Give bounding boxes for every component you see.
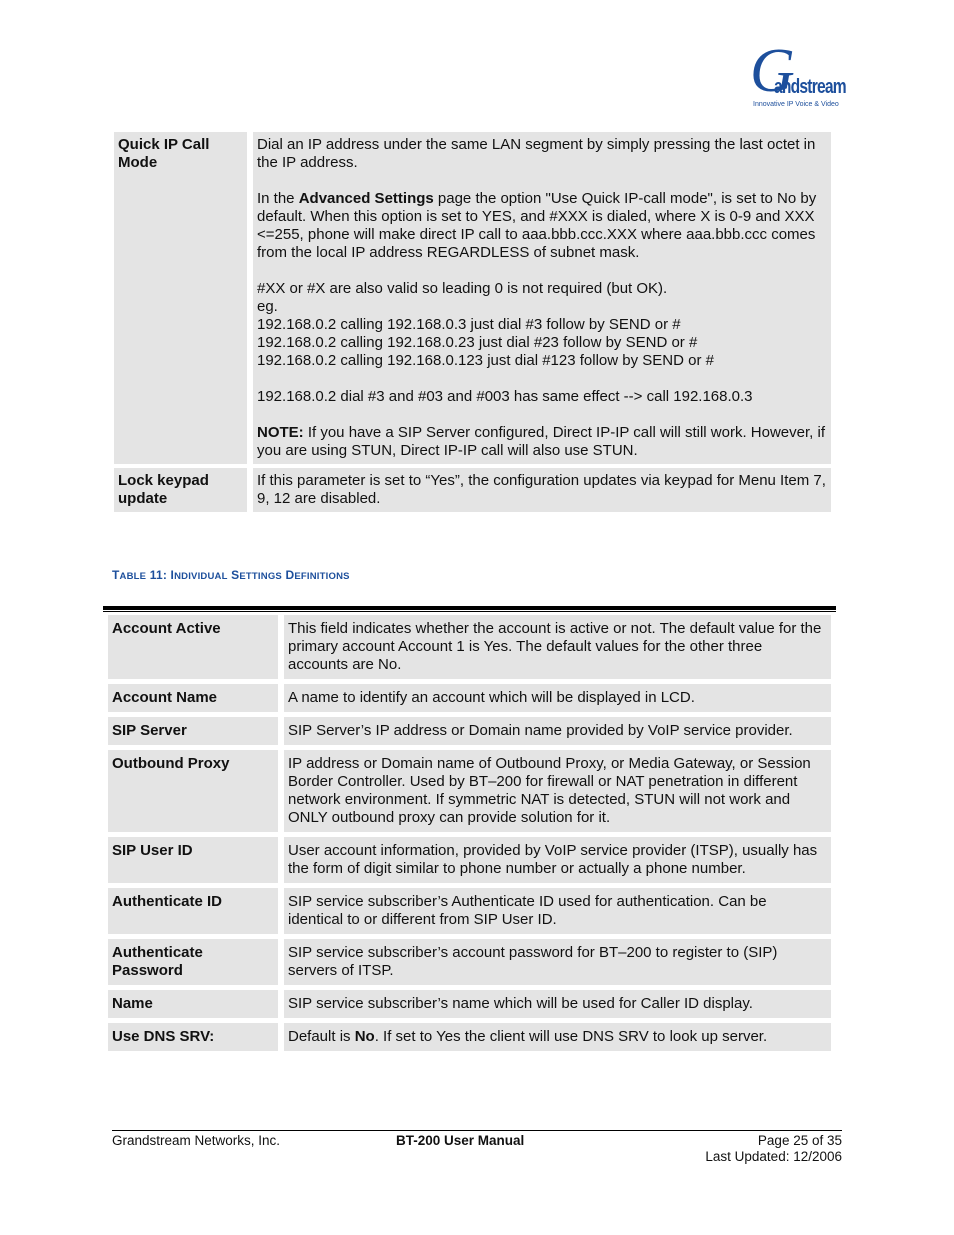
setting-label: Account Active [108,614,284,680]
setting-description: IP address or Domain name of Outbound Proxy, or Media Gateway, or Session Border Controller. Used by BT–200 for firewall or NAT penetration in different network environment. If symmetric NAT is detected, STUN will not work and ONLY outbound proxy can provide solution for it. [284,749,831,833]
desc-paragraph: 192.168.0.2 dial #3 and #03 and #003 has same effect --> call 192.168.0.3 [257,388,753,405]
setting-description: Default is No. If set to Yes the client will use DNS SRV to look up server. [284,1022,831,1052]
setting-description: SIP service subscriber’s account password for BT–200 to register to (SIP) servers of ITSP. [284,938,831,986]
setting-description: User account information, provided by VoIP service provider (ITSP), usually has the form of digit similar to phone number or actually a phone number. [284,836,831,884]
table-row [108,614,831,680]
setting-description: This field indicates whether the account is active or not. The default value for the primary account Account 1 is Yes. The default values for the other three accounts are No. [284,614,831,680]
note-paragraph: NOTE: If you have a SIP Server configured, Direct IP-IP call will still work. However, if you are using STUN, Direct IP-IP call will also use STUN. [257,424,825,459]
desc-paragraph: #XX or #X are also valid so leading 0 is not required (but OK). eg. 192.168.0.2 calling 192.168.0.3 just dial #3 follow by SEND or # 192.168.0.2 calling 192.168.0.23 just dial #23 follow by SEND or # 192.168.0.2 calling 192.168.0.123 just dial #123 follow by SEND or # [257,280,714,369]
table-row [108,749,831,833]
setting-label: Account Name [108,683,284,713]
table-row [108,887,831,935]
grandstream-logo [748,37,846,110]
table-row [114,132,831,464]
footer-company: Grandstream Networks, Inc. [112,1133,281,1148]
table-row [108,938,831,986]
setting-label: Quick IP Call Mode [114,132,253,464]
table-top-rule [103,606,836,610]
footer-manual-title: BT-200 User Manual [396,1133,525,1148]
footer-rule [112,1130,842,1131]
footer-page-number: Page 25 of 35 [757,1133,842,1148]
logo-letter: G [750,37,795,105]
table-top-rule-thin [103,611,836,612]
setting-label: Lock keypad update [114,468,253,512]
individual-settings-table [108,614,831,1052]
setting-label: SIP Server [108,716,284,746]
setting-label: SIP User ID [108,836,284,884]
table-caption: TABLE 11: INDIVIDUAL SETTINGS DEFINITIONS [112,568,350,582]
table-row [108,1022,831,1052]
setting-label: Outbound Proxy [108,749,284,833]
setting-label: Authenticate Password [108,938,284,986]
logo-tagline: Innovative IP Voice & Video [753,101,839,108]
settings-table-top [114,132,831,512]
table-row [114,468,831,512]
setting-label: Use DNS SRV: [108,1022,284,1052]
table-row [108,683,831,713]
setting-description: SIP Server’s IP address or Domain name provided by VoIP service provider. [284,716,831,746]
setting-description [253,132,831,464]
table-row [108,989,831,1019]
setting-description: A name to identify an account which will be displayed in LCD. [284,683,831,713]
setting-label: Authenticate ID [108,887,284,935]
table-row [108,836,831,884]
table-row [108,716,831,746]
setting-description: SIP service subscriber’s name which will be used for Caller ID display. [284,989,831,1019]
setting-label: Name [108,989,284,1019]
footer-page-info [705,1133,842,1165]
desc-paragraph: In the Advanced Settings page the option "Use Quick IP-call mode", is set to No by default. When this option is set to YES, and #XXX is dialed, where X is 0-9 and XXX <=255, phone will make direct IP call to aaa.bbb.ccc.XXX where aaa.bbb.ccc comes from the local IP address REGARDLESS of subnet mask. [257,190,817,261]
setting-description: If this parameter is set to “Yes”, the configuration updates via keypad for Menu Item 7, 9, 12 are disabled. [253,468,831,512]
setting-description: SIP service subscriber’s Authenticate ID used for authentication. Can be identical to or different from SIP User ID. [284,887,831,935]
desc-paragraph: Dial an IP address under the same LAN segment by simply pressing the last octet in the IP address. [257,136,816,171]
logo-word: andstream [774,76,846,98]
footer-last-updated: Last Updated: 12/2006 [705,1149,842,1164]
